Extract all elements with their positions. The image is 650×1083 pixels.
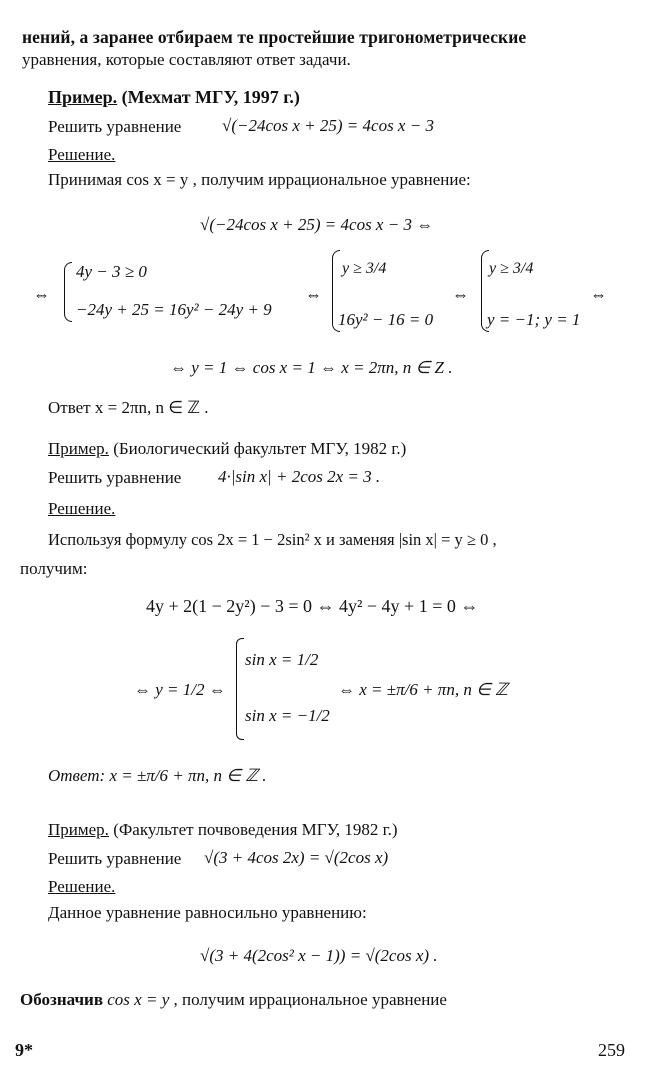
page-number: 259: [598, 1040, 625, 1060]
example1-header-rest: (Мехмат МГУ, 1997 г.): [121, 87, 300, 107]
example3-solution-label: Решение.: [48, 877, 116, 896]
example3-task: [48, 849, 181, 869]
example1-task: [48, 117, 181, 137]
example1-header: [48, 87, 300, 107]
example2-system-row2: sin x = −1/2: [245, 706, 330, 725]
example1-text1: Принимая cos x = y , получим иррациональное уравнение:: [48, 170, 471, 189]
example1-system1-row1: 4y − 3 ≥ 0: [76, 262, 147, 281]
example3-text1: Данное уравнение равносильно уравнению:: [48, 903, 367, 922]
example1-system3-row2: y = −1; y = 1: [487, 310, 581, 329]
example2-answer: Ответ: x = ±π/6 + πn, n ∈ ℤ .: [48, 766, 267, 785]
example3-text2-a: Обозначив: [20, 990, 104, 1009]
example2-header-link: Пример.: [48, 439, 109, 458]
example1-system3-row1: y ≥ 3/4: [489, 260, 534, 277]
example1-header-link: Пример.: [48, 87, 118, 107]
example1-task-label: Решить уравнение: [48, 117, 182, 136]
example2-system-brace: [236, 638, 244, 740]
example3-header: [48, 820, 398, 840]
example1-eq-main: √(−24cos x + 25) = 4cos x − 3 ⇔: [200, 215, 434, 234]
example3-eq-main: √(3 + 4(2cos² x − 1)) = √(2cos x) .: [200, 946, 438, 965]
example2-text1a: Используя формулу cos 2x = 1 − 2sin² x и заменяя |sin x| = y ≥ 0 ,: [48, 530, 497, 549]
example3-header-rest: (Факультет почвоведения МГУ, 1982 г.): [113, 820, 398, 839]
example2-system-row1: sin x = 1/2: [245, 650, 319, 669]
footer-signature: 9*: [15, 1040, 33, 1060]
example1-system2-row1: y ≥ 3/4: [342, 260, 387, 277]
example2-header-rest: (Биологический факультет МГУ, 1982 г.): [113, 439, 407, 458]
example2-header: [48, 439, 406, 459]
example1-answer: Ответ x = 2πn, n ∈ ℤ .: [48, 398, 209, 417]
example1-eq-final: ⇔ y = 1 ⇔ cos x = 1 ⇔ x = 2πn, n ∈ Z .: [170, 358, 453, 377]
example1-system2-row2: 16y² − 16 = 0: [338, 310, 434, 329]
intro-line-2: уравнения, которые составляют ответ задачи.: [22, 50, 351, 69]
example3-task-label: Решить уравнение: [48, 849, 182, 868]
example3-header-link: Пример.: [48, 820, 109, 839]
example1-system1-row2: −24y + 25 = 16y² − 24y + 9: [76, 300, 272, 319]
example1-arrow-right: ⇔: [590, 285, 607, 304]
example1-system1-brace: [64, 262, 72, 322]
example1-arrow-mid2: ⇔: [452, 285, 469, 304]
example3-text2-c: , получим иррациональное уравнение: [173, 990, 447, 1009]
example2-eq-left: ⇔ y = 1/2 ⇔: [134, 680, 226, 699]
example1-arrow-mid1: ⇔: [305, 285, 322, 304]
example2-task-label: Решить уравнение: [48, 468, 182, 487]
example2-task: [48, 468, 181, 488]
example3-text2-b: cos x = y: [107, 990, 170, 1009]
example2-text1b: получим:: [20, 559, 88, 578]
example2-solution-label: Решение.: [48, 499, 116, 518]
example2-eq-main: 4y + 2(1 − 2y²) − 3 = 0 ⇔ 4y² − 4y + 1 = 0 ⇔: [146, 596, 479, 616]
intro-line-1: нений, а заранее отбираем те простейшие тригонометрические: [22, 27, 527, 47]
example1-solution-label: Решение.: [48, 145, 116, 164]
example2-task-equation: 4·|sin x| + 2cos 2x = 3 .: [218, 467, 381, 486]
example3-task-equation: √(3 + 4cos 2x) = √(2cos x): [204, 848, 389, 867]
example3-text2: [20, 990, 447, 1010]
example1-arrow-left: ⇔: [33, 285, 50, 304]
example1-task-equation: √(−24cos x + 25) = 4cos x − 3: [222, 116, 434, 135]
example2-eq-right: ⇔ x = ±π/6 + πn, n ∈ ℤ: [338, 680, 508, 699]
